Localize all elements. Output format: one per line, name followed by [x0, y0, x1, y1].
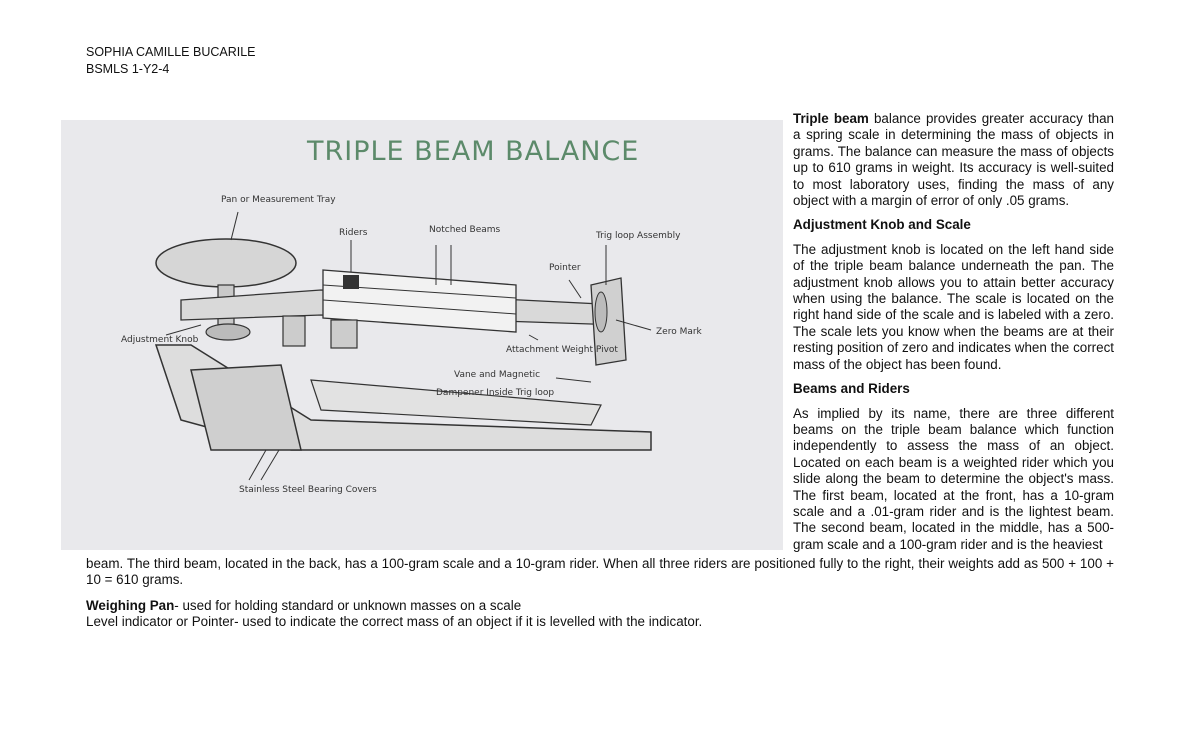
adjustment-paragraph: The adjustment knob is located on the left hand side of the triple beam balance underneath the pan. The adjustment knob allows you to attain better accuracy when using the balance. The scale is located on the right hand side of the scale and is labeled with a zero. The scale lets you know when the beams are at their resting position of zero and indicates when the correct mass of the object has been found.: [793, 241, 1114, 372]
document-header: [86, 44, 256, 78]
right-column-text: [793, 111, 1114, 561]
definitions: [86, 598, 1114, 631]
weighing-pan: [156, 239, 296, 287]
weighing-pan-desc: - used for holding standard or unknown masses on a scale: [174, 598, 522, 613]
label-attachment-pivot: Attachment Weight Pivot: [506, 345, 618, 355]
intro-lead: Triple beam: [793, 111, 869, 126]
beams-paragraph: As implied by its name, there are three different beams on the triple beam balance which function independently to assess the mass of an object. Located on each beam is a weighted rider which you slide along the beam to determine the object's mass. The first beam, located at the front, has a 10-gram scale and a .01-gram rider and is the lightest beam. The second beam, located in the middle, has a 500-gram scale and a 100-gram rider and is the heaviest: [793, 405, 1114, 552]
label-pan: Pan or Measurement Tray: [221, 195, 336, 205]
beams-heading: Beams and Riders: [793, 381, 910, 397]
intro-body: balance provides greater accuracy than a spring scale in determining the mass of objects in grams. The balance can measure the mass of objects up to 610 grams in weight. Its accuracy is well-suited to most laboratory uses, finding the mass of any object with a margin of error of only .05 grams.: [793, 111, 1115, 209]
weighing-pan-definition: [86, 598, 1114, 614]
adjustment-knob-drawing: [206, 324, 250, 340]
label-adjustment-knob: Adjustment Knob: [121, 335, 199, 345]
label-trig-loop: Trig loop Assembly: [596, 231, 681, 241]
label-bearing-covers: Stainless Steel Bearing Covers: [239, 485, 377, 495]
label-notched-beams: Notched Beams: [429, 225, 501, 235]
label-dampener: Dampener Inside Trig loop: [436, 388, 555, 398]
label-riders: Riders: [339, 228, 368, 238]
author-section: BSMLS 1-Y2-4: [86, 62, 170, 76]
figure-title: TRIPLE BEAM BALANCE: [307, 136, 640, 167]
weighing-pan-term: Weighing Pan: [86, 598, 175, 613]
balance-sketch: [61, 120, 783, 550]
label-pointer: Pointer: [549, 263, 581, 273]
base-rail: [311, 380, 601, 425]
rider-drawing: [343, 275, 359, 289]
base-left-foot: [191, 365, 301, 450]
label-zero-mark: Zero Mark: [656, 327, 702, 337]
beams-paragraph-continued: beam. The third beam, located in the back, has a 100-gram scale and a 10-gram rider. When all three riders are positioned fully to the right, their weights add as 500 + 100 + 10 = 610 grams.: [86, 556, 1114, 588]
author-name: SOPHIA CAMILLE BUCARILE: [86, 45, 256, 59]
intro-paragraph: [793, 111, 1114, 209]
label-vane-magnetic: Vane and Magnetic: [454, 370, 541, 380]
pointer-definition: Level indicator or Pointer- used to indicate the correct mass of an object if it is levelled with the indicator.: [86, 614, 703, 630]
adjustment-heading: Adjustment Knob and Scale: [793, 217, 971, 233]
triple-beam-balance-drawing: [61, 120, 783, 550]
